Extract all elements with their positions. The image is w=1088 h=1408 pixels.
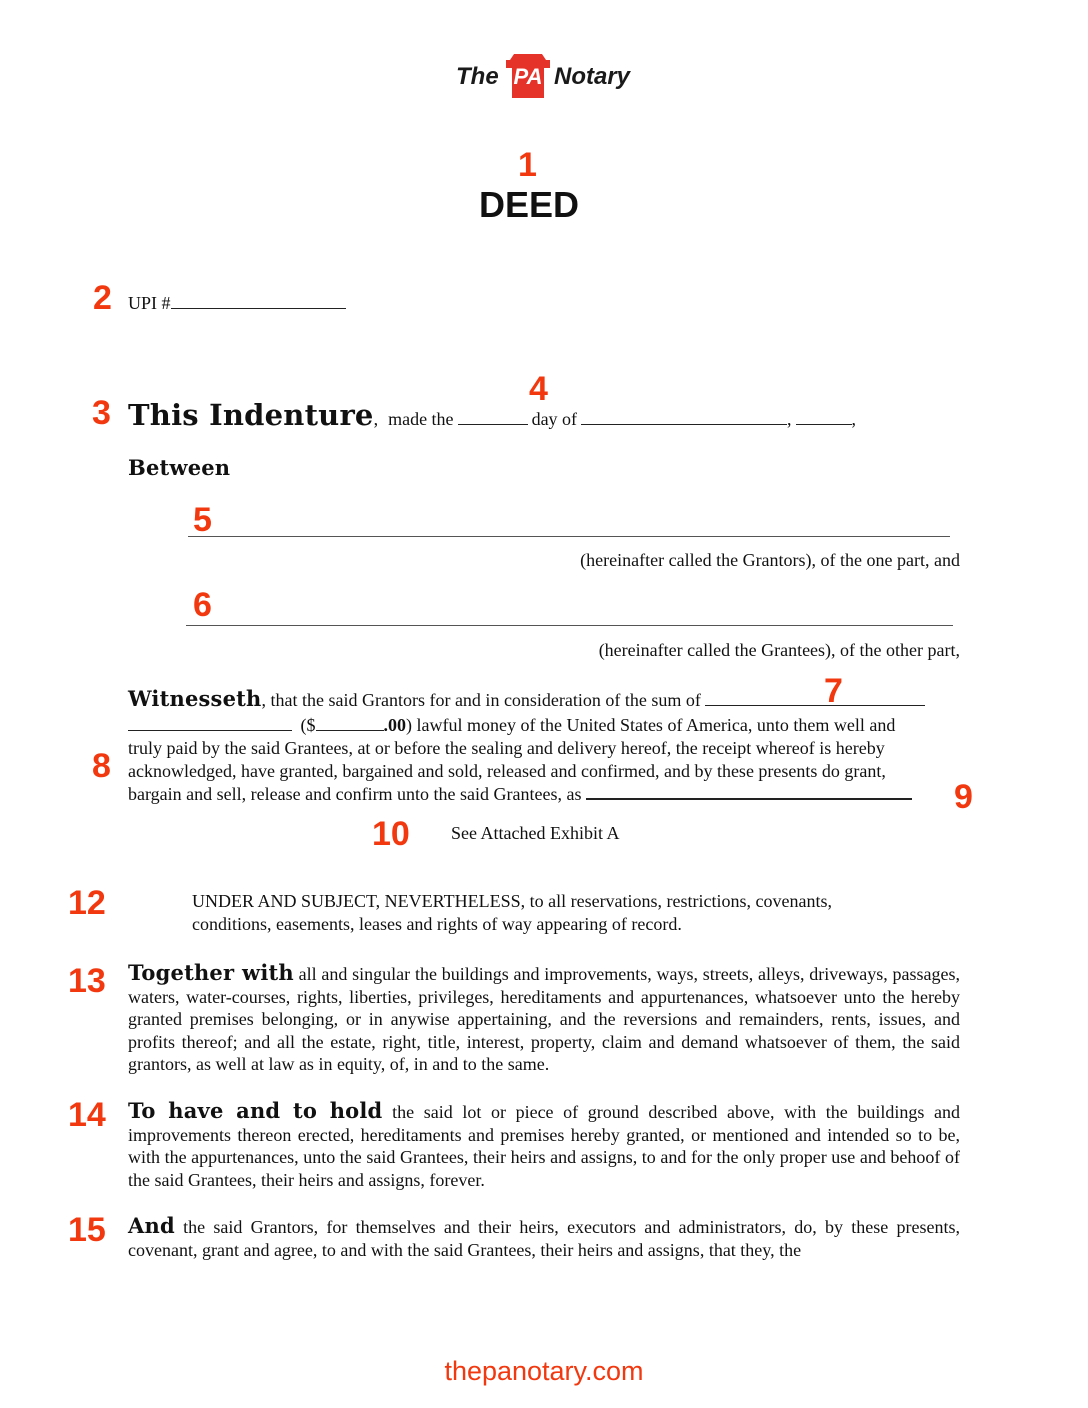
- witnesseth-line-5-text: bargain and sell, release and confirm unto the said Grantees, as: [128, 784, 582, 804]
- indenture-comma: ,: [373, 409, 379, 429]
- month-field[interactable]: [581, 408, 787, 425]
- consideration-words-field-2[interactable]: [128, 714, 292, 731]
- logo: [456, 54, 646, 98]
- amount-prefix: ($: [300, 715, 316, 735]
- marker-8: 8: [92, 747, 111, 785]
- habendum-heading: To have and to hold: [128, 1098, 383, 1123]
- habendum-paragraph: [128, 1100, 960, 1191]
- marker-2: 2: [93, 279, 112, 317]
- together-paragraph: [128, 962, 960, 1076]
- made-the-label: made the: [388, 409, 454, 429]
- footer-website[interactable]: thepanotary.com: [444, 1356, 644, 1386]
- grantees-field[interactable]: [186, 625, 953, 626]
- year-field[interactable]: [796, 408, 852, 425]
- amount-suffix: ) lawful money of the United States of America, unto them well and: [406, 715, 896, 735]
- grantors-caption: (hereinafter called the Grantors), of the one part, and: [580, 550, 960, 570]
- vesting-field[interactable]: [586, 782, 912, 800]
- witnesseth-line-3: truly paid by the said Grantees, at or before the sealing and delivery hereof, the receipt whereof is hereby: [128, 738, 885, 758]
- witnesseth-line-1: [128, 688, 960, 712]
- marker-12: 12: [68, 884, 106, 922]
- upi-row: [128, 292, 346, 315]
- between-heading: Between: [128, 455, 231, 480]
- witnesseth-line-4: acknowledged, have granted, bargained and sold, released and confirmed, and by these presents do grant,: [128, 761, 886, 781]
- logo-the: The: [456, 63, 499, 90]
- witnesseth-heading: Witnesseth: [128, 686, 262, 711]
- day-field[interactable]: [458, 408, 528, 425]
- marker-10: 10: [372, 815, 410, 853]
- marker-6: 6: [193, 586, 212, 624]
- marker-14: 14: [68, 1096, 106, 1134]
- subject-line-1: UNDER AND SUBJECT, NEVERTHELESS, to all reservations, restrictions, covenants,: [192, 891, 833, 911]
- page-title: DEED: [478, 184, 580, 225]
- indenture-row: [128, 398, 856, 432]
- habendum-text: the said lot or piece of ground described above, with the buildings and improvements thereon erected, hereditaments and premises hereby granted, or mentioned and intended so to be, with the appurtenances, unto the said Grantees, their heirs and assigns, to and for the only proper use and behoof of the said Grantees, their heirs and assigns, forever.: [128, 1102, 961, 1190]
- subject-line-2: conditions, easements, leases and rights of way appearing of record.: [192, 914, 682, 934]
- upi-field[interactable]: [171, 292, 346, 309]
- marker-9: 9: [954, 778, 973, 816]
- consideration-words-field[interactable]: [705, 689, 925, 706]
- marker-4: 4: [529, 370, 548, 408]
- marker-7: 7: [824, 672, 843, 710]
- amount-cents: .00: [383, 715, 406, 735]
- marker-15: 15: [68, 1211, 106, 1249]
- together-text: all and singular the buildings and improvements, ways, streets, alleys, driveways, passages, waters, water-courses, rights, liberties, privileges, hereditaments and appurtenances, whatsoever unto the hereby granted premises belonging, or in anywise appertaining, and the reversions and remainders, rents, issues, and profits thereof; and all the estate, right, title, interest, property, claim and demand whatsoever of them, the said grantors, as well at law as in equity, of, in and to the same.: [128, 964, 960, 1075]
- logo-pa: PA: [513, 64, 543, 89]
- witnesseth-line-2: [128, 714, 960, 737]
- marker-1: 1: [518, 146, 537, 184]
- indenture-heading: This Indenture: [128, 398, 374, 432]
- together-heading: Together with: [128, 960, 294, 985]
- covenant-paragraph: [128, 1215, 960, 1261]
- marker-5: 5: [193, 501, 212, 539]
- upi-label: UPI #: [128, 293, 171, 313]
- separator-comma: ,: [787, 409, 792, 429]
- amount-field[interactable]: [316, 714, 384, 731]
- logo-notary: Notary: [554, 63, 631, 90]
- day-of-label: day of: [531, 409, 578, 429]
- grantees-caption: (hereinafter called the Grantees), of the other part,: [598, 640, 960, 660]
- exhibit-reference: See Attached Exhibit A: [451, 823, 620, 843]
- grantors-field[interactable]: [188, 536, 950, 537]
- covenant-heading: And: [128, 1213, 175, 1238]
- witnesseth-line-5: [128, 782, 912, 806]
- separator-comma: ,: [851, 409, 857, 429]
- marker-13: 13: [68, 962, 106, 1000]
- witnesseth-intro: , that the said Grantors for and in consideration of the sum of: [261, 690, 701, 710]
- marker-3: 3: [92, 394, 111, 432]
- covenant-text: the said Grantors, for themselves and their heirs, executors and administrators, do, by these presents, covenant, grant and agree, to and with the said Grantees, their heirs and assigns, that they, the: [128, 1217, 961, 1260]
